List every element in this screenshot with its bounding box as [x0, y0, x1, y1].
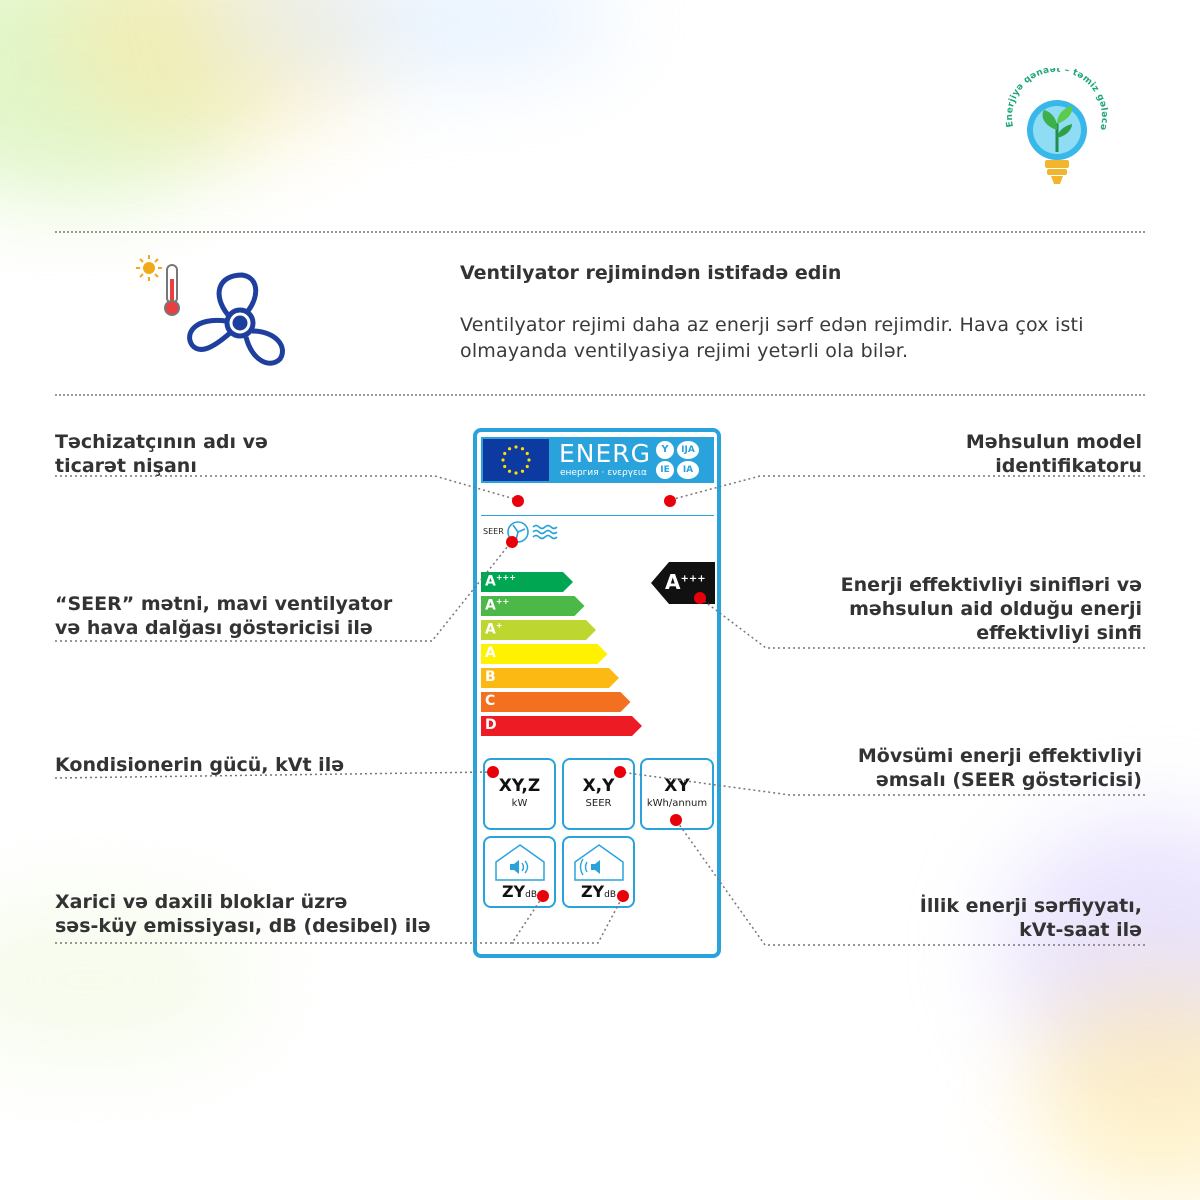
callout-seer-text: “SEER” mətni, mavi ventilyator və hava dalğası göstəricisi ilə [55, 593, 393, 639]
eu-star [526, 465, 529, 468]
efficiency-class-label: D [485, 717, 497, 733]
marker-power [487, 766, 499, 778]
fan-mode-illustration [130, 255, 300, 370]
divider-top [55, 231, 1145, 233]
eu-star [514, 445, 517, 448]
rating-letter: A+++ [665, 570, 706, 594]
efficiency-class-label: A+++ [485, 573, 516, 590]
annual-unit: kWh/annum [646, 798, 708, 809]
eu-star [521, 447, 524, 450]
eu-star [521, 470, 524, 473]
marker-annual [670, 814, 682, 826]
marker-model [664, 495, 676, 507]
efficiency-class-label: A [485, 645, 496, 661]
eu-star [503, 452, 506, 455]
eu-star [508, 470, 511, 473]
efficiency-class-bar [481, 572, 573, 592]
lang-code-4: IA [677, 461, 699, 479]
label-energy-sub: енергия · ενεργεια [560, 468, 647, 478]
tip-body: Ventilyator rejimi daha az enerji sərf edən rejimdir. Hava çox isti olmayanda ventilyasiya rejimi yetərli ola bilər. [460, 314, 1084, 362]
outdoor-unit-sound-icon [490, 842, 550, 882]
callout-annual: İllik enerji sərfiyyatı, kVt-saat ilə [919, 895, 1142, 941]
lang-code-1: Y [656, 441, 674, 459]
marker-noise-outdoor [537, 890, 549, 902]
marker-class [694, 592, 706, 604]
seer-value: X,Y [582, 776, 615, 796]
callout-classes: Enerji effektivliyi sinifləri və məhsulun aid olduğu enerji effektivliyi sinfi [840, 574, 1142, 644]
efficiency-class-bar [481, 716, 642, 736]
noise-outdoor-value: ZYdB [501, 882, 538, 901]
logo-arc-text: Enerjiyə qənaət – təmiz gələcə [1004, 68, 1110, 132]
efficiency-class-label: A+ [485, 621, 503, 638]
efficiency-class-bar [481, 692, 631, 712]
eu-star [526, 452, 529, 455]
power-unit: kW [511, 798, 528, 809]
callout-supplier: Təchizatçının adı və ticarət nişanı [55, 431, 268, 477]
lang-code-2: IJA [677, 441, 699, 459]
callout-noise: Xarici və daxili bloklar üzrə səs-küy emissiyası, dB (desibel) ilə [55, 891, 431, 937]
noise-indoor-value: ZYdB [580, 882, 617, 901]
efficiency-class-label: B [485, 669, 496, 685]
label-header [481, 437, 714, 483]
marker-seer-ratio [614, 766, 626, 778]
campaign-logo [1002, 68, 1112, 193]
eu-star [514, 471, 517, 474]
efficiency-class-label: C [485, 693, 496, 709]
indoor-unit-sound-icon [569, 842, 629, 882]
marker-supplier [512, 495, 524, 507]
eu-star [501, 458, 504, 461]
eu-star [503, 465, 506, 468]
efficiency-class-label: A++ [485, 597, 510, 614]
lightbulb-plant-icon [1002, 68, 1112, 193]
marker-noise-indoor [617, 890, 629, 902]
efficiency-class-bar [481, 620, 596, 640]
efficiency-class-bar [481, 668, 619, 688]
eu-flag-icon [483, 439, 549, 481]
label-energy-word: ENERG [559, 439, 652, 468]
seer-tag: SEER [483, 527, 504, 536]
divider-middle [55, 394, 1145, 396]
tip-title: Ventilyator rejimindən istifadə edin [460, 262, 842, 284]
annual-value: XY [664, 776, 690, 796]
power-value: XY,Z [498, 776, 541, 796]
label-divider [481, 515, 714, 516]
fan-icon [190, 275, 283, 363]
lang-code-3: IE [656, 461, 674, 479]
callout-power: Kondisionerin gücü, kVt ilə [55, 754, 345, 776]
sun-icon [136, 255, 162, 281]
callout-model: Məhsulun model identifikatoru [965, 431, 1142, 477]
callout-seer-ratio: Mövsümi enerji effektivliyi əmsalı (SEER göstəricisi) [857, 745, 1142, 791]
efficiency-class-bar [481, 644, 608, 664]
eu-star [527, 458, 530, 461]
eu-star [508, 447, 511, 450]
thermometer-icon [165, 265, 179, 315]
seer-unit: SEER [585, 798, 612, 809]
marker-seer-text [506, 536, 518, 548]
efficiency-class-bar [481, 596, 585, 616]
